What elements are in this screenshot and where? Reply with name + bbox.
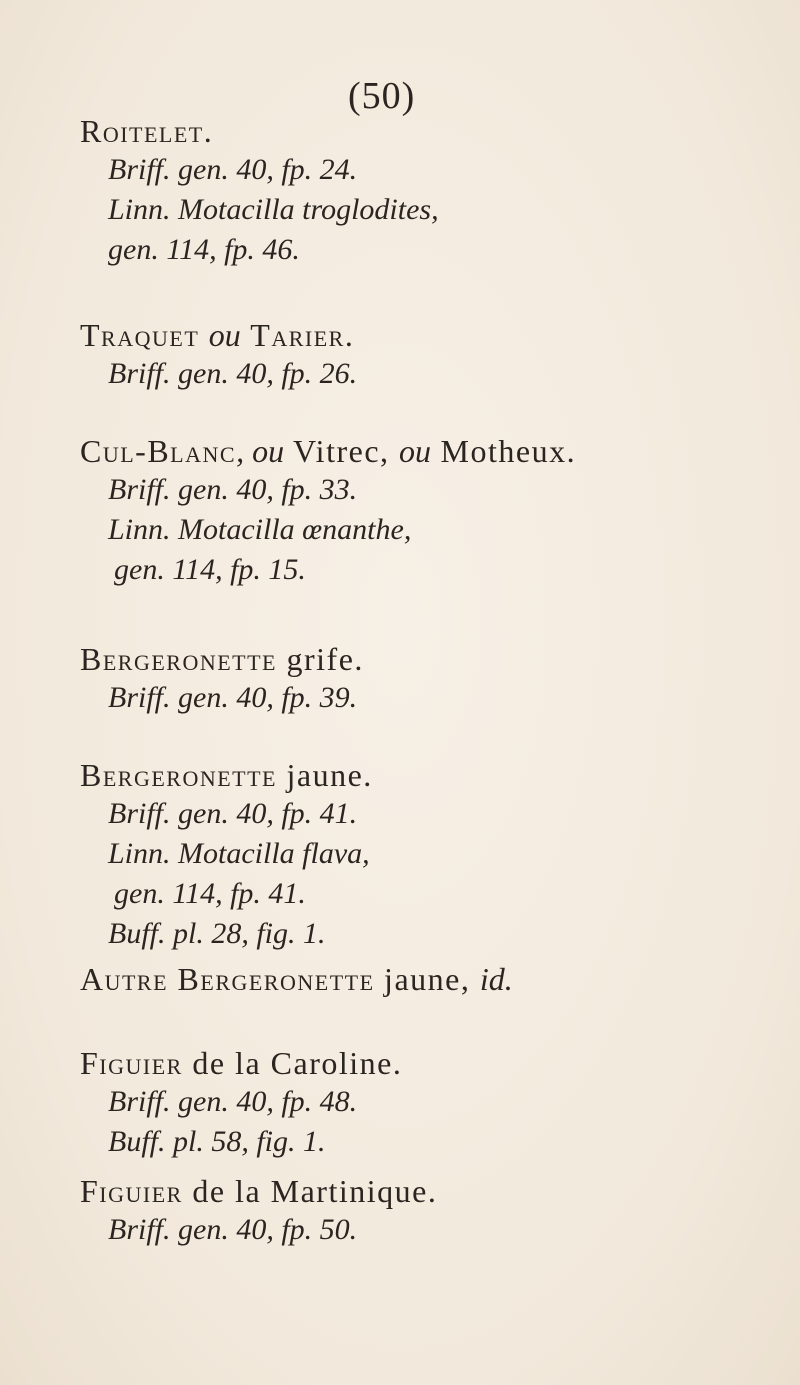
ref-text: pl. 58, fig. 1. — [173, 1125, 326, 1158]
ref-text: Motacilla œnanthe, — [178, 513, 412, 546]
entry-title — [80, 640, 364, 678]
entry-title — [80, 756, 373, 794]
conjunction: ou — [399, 433, 432, 469]
ref-text: gen. 114, fp. 46. — [108, 233, 300, 266]
page-number: (50) — [348, 75, 416, 117]
reference-line — [108, 1210, 437, 1250]
entry-roitelet — [80, 112, 439, 270]
ref-text: pl. 28, fig. 1. — [173, 917, 326, 950]
reference-line — [114, 874, 373, 914]
species-qualifier: de la Martinique. — [192, 1173, 438, 1209]
entry-title — [80, 112, 439, 150]
reference-line — [108, 354, 357, 394]
entry-bergeronette-jaune — [80, 756, 373, 954]
ref-author: Linn. — [108, 513, 171, 546]
ref-text: gen. 114, fp. 15. — [114, 553, 306, 586]
entry-figuier-martinique — [80, 1172, 437, 1250]
reference-line — [108, 794, 373, 834]
ref-text: Motacilla flava, — [178, 837, 370, 870]
ref-text: gen. 40, fp. 33. — [178, 473, 358, 506]
species-name: Figuier — [80, 1045, 183, 1081]
ref-text: gen. 40, fp. 26. — [178, 357, 358, 390]
reference-line — [108, 510, 576, 550]
entry-figuier-caroline — [80, 1044, 402, 1162]
ref-author: Briff. — [108, 357, 171, 390]
reference-line — [108, 1082, 402, 1122]
idem-abbrev: id. — [479, 961, 513, 997]
ref-author: Briff. — [108, 153, 171, 186]
ref-author: Briff. — [108, 1085, 171, 1118]
ref-text: gen. 40, fp. 48. — [178, 1085, 358, 1118]
ref-author: Briff. — [108, 681, 171, 714]
reference-line — [108, 190, 439, 230]
ref-author: Linn. — [108, 193, 171, 226]
entry-traquet — [80, 316, 357, 394]
ref-text: gen. 40, fp. 39. — [178, 681, 358, 714]
species-name: Bergeronette — [80, 757, 277, 793]
ref-text: gen. 40, fp. 41. — [178, 797, 358, 830]
entry-title — [80, 1172, 437, 1210]
reference-line — [108, 230, 439, 270]
reference-line — [108, 834, 373, 874]
entry-title — [80, 960, 513, 998]
entry-autre-bergeronette — [80, 960, 513, 998]
species-alt-name: Tarier. — [250, 317, 355, 353]
entry-bergeronette-grise — [80, 640, 364, 718]
species-name: Autre Bergeronette — [80, 961, 375, 997]
ref-author: Buff. — [108, 1125, 166, 1158]
species-alt-name: Vitrec, — [292, 433, 390, 469]
ref-text: gen. 40, fp. 50. — [178, 1213, 358, 1246]
ref-text: gen. 114, fp. 41. — [114, 877, 306, 910]
species-name: Roitelet. — [80, 113, 214, 149]
species-name: Bergeronette — [80, 641, 277, 677]
species-name: Figuier — [80, 1173, 183, 1209]
reference-line — [108, 150, 439, 190]
ref-author: Linn. — [108, 837, 171, 870]
ref-author: Briff. — [108, 797, 171, 830]
species-name: Cul-Blanc — [80, 433, 237, 469]
ref-author: Buff. — [108, 917, 166, 950]
entry-title — [80, 432, 576, 470]
ref-author: Briff. — [108, 473, 171, 506]
reference-line — [114, 550, 576, 590]
entry-cul-blanc — [80, 432, 576, 590]
entry-title — [80, 316, 357, 354]
conjunction: ou — [208, 317, 241, 353]
species-qualifier: jaune. — [286, 757, 373, 793]
ref-author: Briff. — [108, 1213, 171, 1246]
species-name: Traquet — [80, 317, 200, 353]
reference-line — [108, 470, 576, 510]
species-qualifier: de la Caroline. — [192, 1045, 403, 1081]
conjunction: , ou — [236, 433, 285, 469]
ref-text: gen. 40, fp. 24. — [178, 153, 358, 186]
ref-text: Motacilla troglodites, — [178, 193, 439, 226]
reference-line — [108, 914, 373, 954]
species-qualifier: jaune, — [384, 961, 471, 997]
reference-line — [108, 678, 364, 718]
species-alt-name: Motheux. — [440, 433, 577, 469]
species-qualifier: grife. — [286, 641, 364, 677]
reference-line — [108, 1122, 402, 1162]
entry-title — [80, 1044, 402, 1082]
